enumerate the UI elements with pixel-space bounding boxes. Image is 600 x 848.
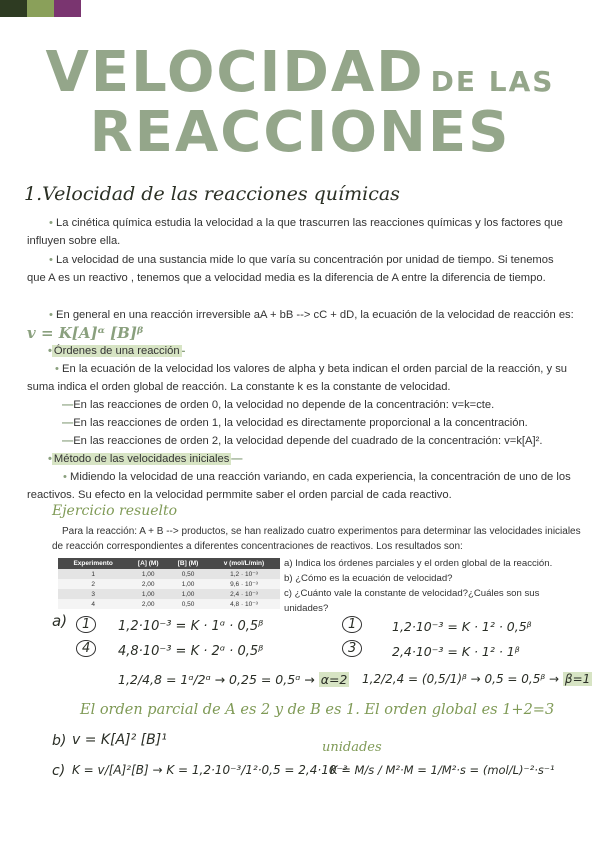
table-header: Experimento [58,558,128,569]
subheading-metodo: • Método de las velocidades iniciales — [48,453,243,465]
paragraph-1: • La cinética química estudia la velocidad a la que trascurren las reacciones químicas y los factores que influyen sobre ella. [27,217,563,247]
paragraph-ordenes: • En la ecuación de la velocidad los valores de alpha y beta indican el orden parcial de la reacción, y su suma indica el orden global de reacción. La constante k es la constante de velocidad. [27,363,568,393]
answer-a-ratio: 1,2/4,8 = 1ᵅ/2ᵅ → 0,25 = 0,5ᵅ → α=2 [118,672,348,687]
table-cell: 9,6 · 10⁻³ [208,579,280,589]
question-b: b) ¿Cómo es la ecuación de velocidad? [284,573,453,584]
paragraph-metodo: • Midiendo la velocidad de una reacción variando, en cada experiencia, la concentración de uno de los reactivos. Su efecto en la velocidad permmite saber el orden parcial de cada reactivo. [27,471,571,501]
title-word-de-las: DE LAS [430,65,555,98]
title-line-2: REACCIONES [89,100,511,165]
tab-purple [54,0,81,17]
answer-c-units: K = M/s / M²·M = 1/M²·s = (mol/L)⁻²·s⁻¹ [330,763,555,777]
questions [284,556,584,616]
rate-equation: v = K[A]ᵅ [B]ᵝ [27,324,144,342]
answer-b-eq2: 2,4·10⁻³ = K · 1² · 1ᵝ [392,644,520,659]
answer-b-eq1: 1,2·10⁻³ = K · 1² · 0,5ᵝ [392,619,532,634]
table-header: [B] (M) [168,558,208,569]
tab-dark-green [0,0,27,17]
table-cell: 1,00 [168,579,208,589]
units-label: unidades [322,740,382,755]
answer-a-eq2: 4,8·10⁻³ = K · 2ᵅ · 0,5ᵝ [118,644,264,659]
table-cell: 4 [58,599,128,609]
table-row [58,589,280,599]
circle-1-right: 1 [342,616,362,633]
table-header-row [58,558,280,569]
beta-result: β=1 [564,672,591,686]
title-line-1 [0,40,600,105]
table-cell: 1,00 [128,569,168,579]
circle-1: 1 [76,616,96,633]
answer-b-equation: v = K[A]² [B]¹ [72,732,167,748]
table-cell: 4,8 · 10⁻³ [208,599,280,609]
table-cell: 1,00 [168,589,208,599]
answer-a-eq1: 1,2·10⁻³ = K · 1ᵅ · 0,5ᵝ [118,619,264,634]
experiments-table [58,558,280,609]
table-cell: 1 [58,569,128,579]
answer-b-label: b) [52,733,67,749]
circle-4: 4 [76,640,96,657]
table-header: [A] (M) [128,558,168,569]
table-row [58,599,280,609]
table-cell: 2 [58,579,128,589]
subheading-ordenes: • Órdenes de una reacción - [48,345,186,357]
exercise-intro: Para la reacción: A + B --> productos, se han realizado cuatro experimentos para determinar las velocidades iniciales de reacción correspondientes a diferentes concentraciones de reactivos. Los resultados son: [52,526,581,552]
tab-light-green [27,0,54,17]
exercise-title: Ejercicio resuelto [52,503,178,519]
order-1-item: —En las reacciones de orden 1, la velocidad es directamente proporcional a la concentración. [62,417,528,429]
order-2-item: —En las reacciones de orden 2, la velocidad depende del cuadrado de la concentración: v=k[A]². [62,435,543,447]
answer-a-label: a) [52,612,68,630]
table-cell: 2,00 [128,599,168,609]
question-a: a) Indica los órdenes parciales y el orden global de la reacción. [284,558,553,569]
table-cell: 2,00 [128,579,168,589]
table-cell: 0,50 [168,599,208,609]
color-tabs [0,0,81,17]
paragraph-2: • La velocidad de una sustancia mide lo que varía su concentración por unidad de tiempo. Si tenemos que A es un reactivo , tenemos que a velocidad media es la diferencia de A entre la diferencia de tiempo. [27,254,554,284]
answer-c-value: K = v/[A]²[B] → K = 1,2·10⁻³/1²·0,5 = 2,4·10⁻³ [72,763,348,777]
table-cell: 0,50 [168,569,208,579]
section-heading: 1.Velocidad de las reacciones químicas [24,183,400,205]
paragraph-3: • En general en una reacción irreversible aA + bB --> cC + dD, la ecuación de la velocidad de reacción es: v = K[A]ᵅ [B]ᵝ [27,309,574,342]
conclusion-orders: El orden parcial de A es 2 y de B es 1. El orden global es 1+2=3 [80,702,555,718]
circle-3: 3 [342,640,362,657]
table-cell: 1,00 [128,589,168,599]
alpha-result: α=2 [320,672,348,687]
table-header: v (mol/L/min) [208,558,280,569]
question-c: c) ¿Cuánto vale la constante de velocidad?¿Cuáles son sus unidades? [284,588,540,614]
table-cell: 3 [58,589,128,599]
table-cell: 2,4 · 10⁻³ [208,589,280,599]
title-word-velocidad: VELOCIDAD [45,40,425,105]
table-row [58,579,280,589]
answer-b-ratio: 1,2/2,4 = (0,5/1)ᵝ → 0,5 = 0,5ᵝ → β=1 [362,672,591,686]
order-0-item: —En las reacciones de orden 0, la velocidad no depende de la concentración: v=k=cte. [62,399,495,411]
answer-c-label: c) [52,763,66,779]
table-cell: 1,2 · 10⁻³ [208,569,280,579]
table-row [58,569,280,579]
